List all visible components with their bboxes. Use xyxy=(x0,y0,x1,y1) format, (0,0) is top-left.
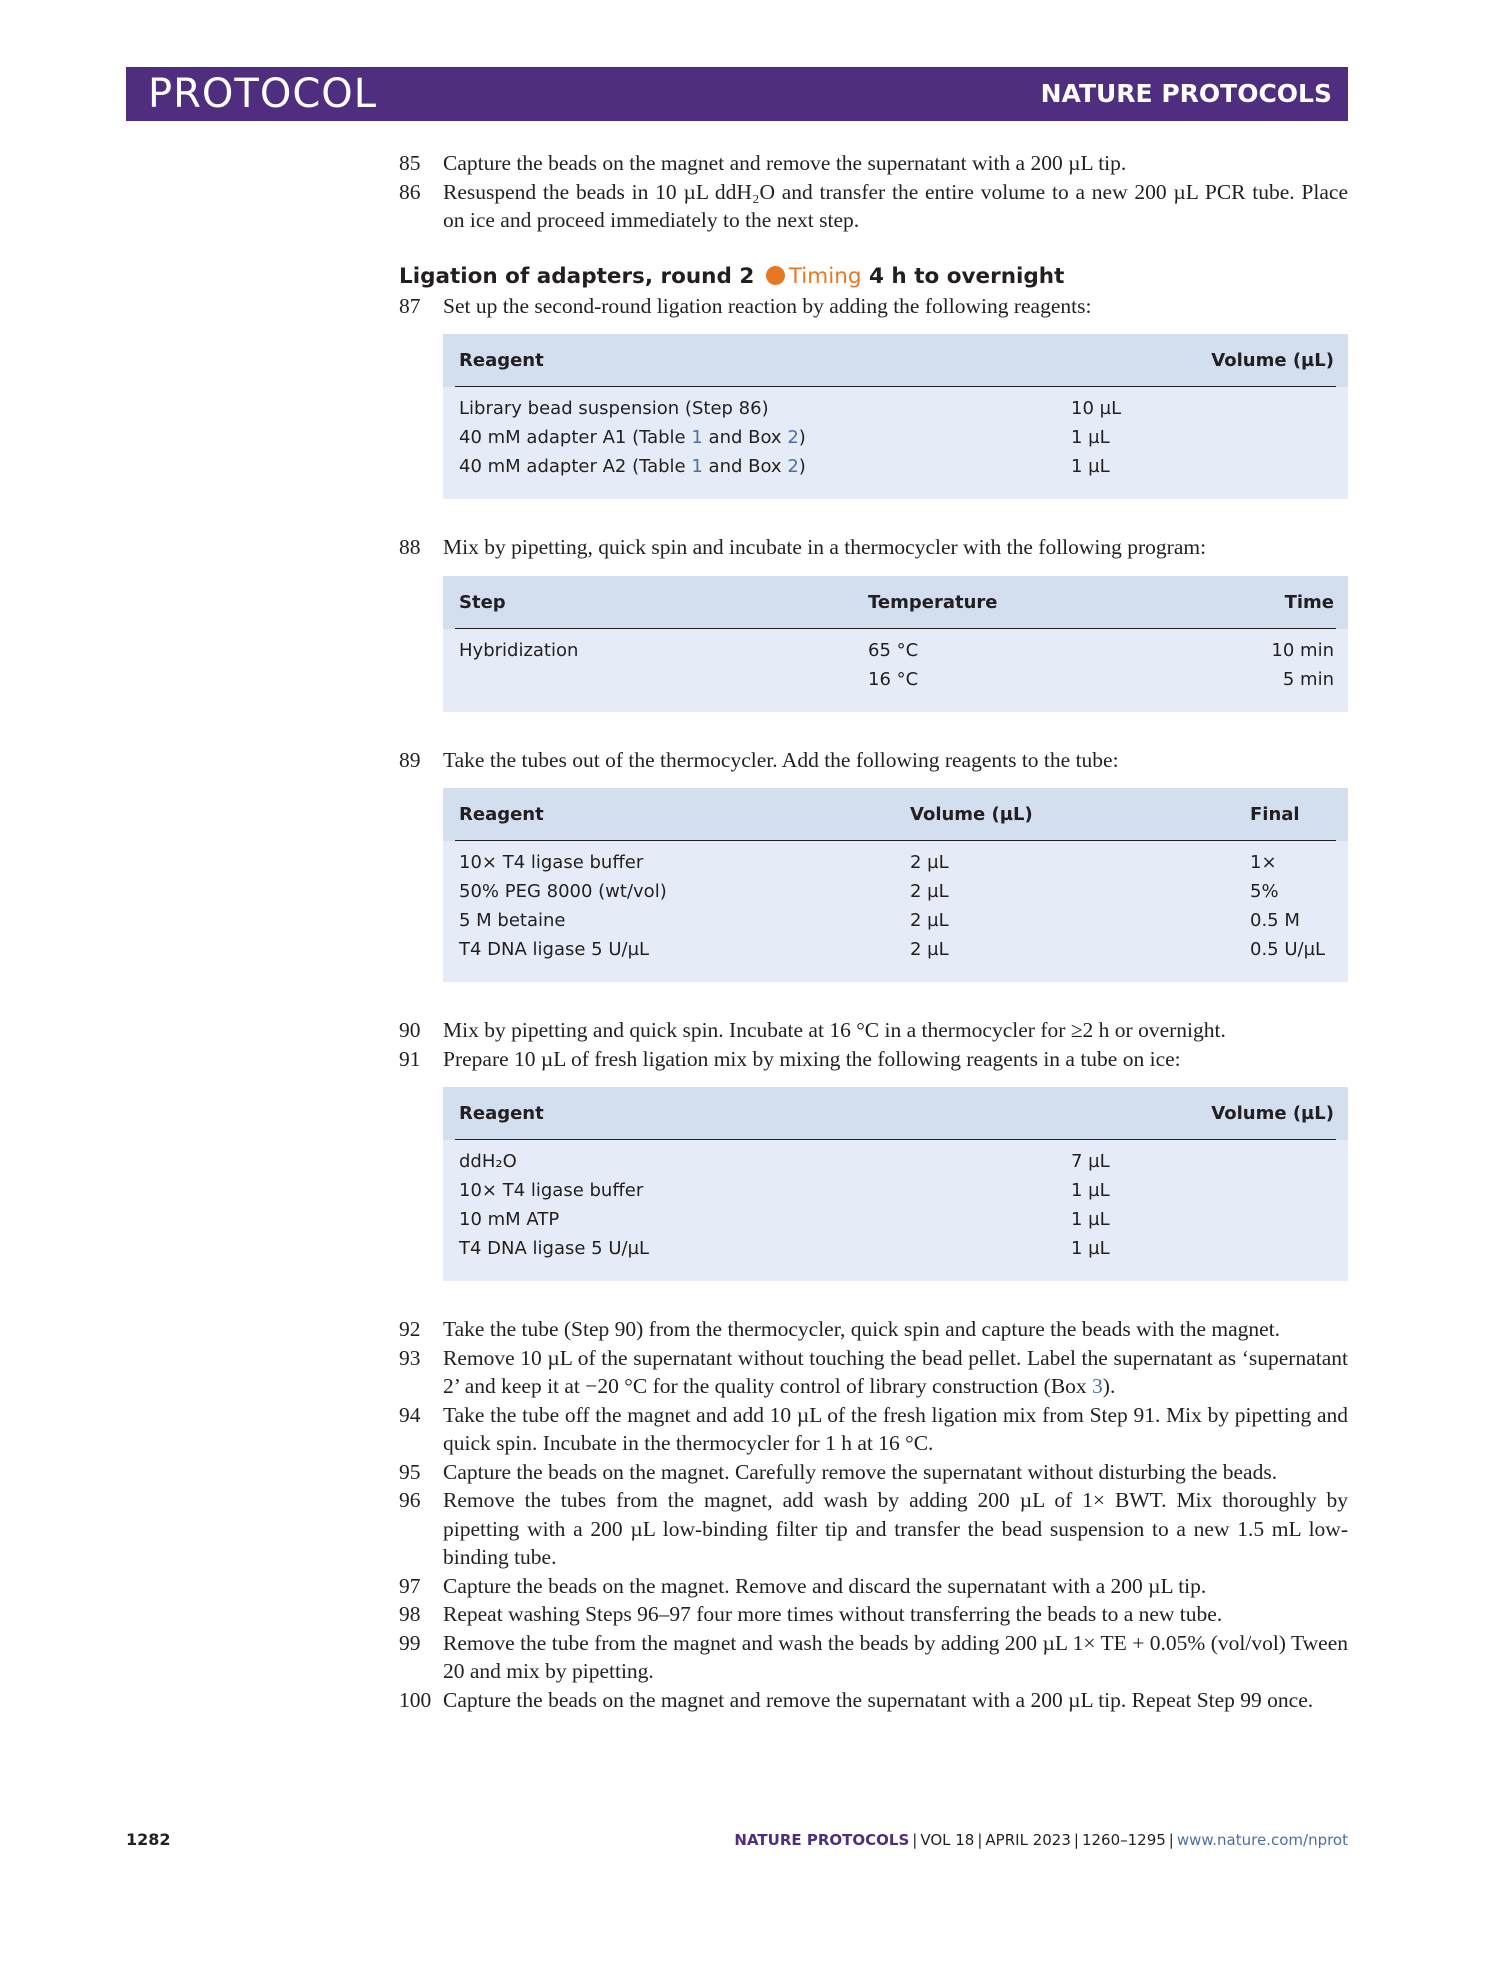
volume-cell: 1 µL xyxy=(1071,1209,1110,1230)
step-text: Resuspend the beads in 10 µL ddH₂O and transfer the entire volume to a new 200 µL PCR tube. Place on ice and proceed immediately to the next step. xyxy=(443,179,1348,232)
step-98 xyxy=(399,1600,1348,1629)
temperature-cell: 16 °C xyxy=(868,668,919,690)
volume-cell: 10 µL xyxy=(1071,398,1122,419)
step-text: Capture the beads on the magnet and remove the supernatant with a 200 µL tip. Repeat Step 99 once. xyxy=(443,1687,1314,1712)
step-number: 85 xyxy=(399,151,421,175)
volume-cell: 2 µL xyxy=(910,881,949,902)
reagent-cell: 40 mM adapter A2 (Table 1 and Box 2) xyxy=(459,456,806,477)
step-94 xyxy=(399,1401,1348,1458)
section-label: PROTOCOL xyxy=(148,71,378,117)
time-cell: 5 min xyxy=(1282,668,1334,690)
table-ref-link[interactable]: 1 xyxy=(691,427,703,448)
step-number: 90 xyxy=(399,1018,421,1042)
column-header: Step xyxy=(459,591,506,613)
step-number: 96 xyxy=(399,1488,421,1512)
volume-cell: 1 µL xyxy=(1071,456,1110,477)
box-ref-link[interactable]: 3 xyxy=(1092,1374,1103,1398)
column-header: Volume (µL) xyxy=(1211,350,1334,371)
step-90 xyxy=(399,1016,1348,1045)
reagent-cell: ddH₂O xyxy=(459,1151,517,1172)
step-text: Capture the beads on the magnet and remove the supernatant with a 200 µL tip. xyxy=(443,151,1127,175)
article-body xyxy=(399,149,1348,1714)
step-number: 86 xyxy=(399,179,421,204)
step-text: Take the tube off the magnet and add 10 µL of the fresh ligation mix from Step 91. Mix by pipetting and quick spin. Incubate in the thermocycler for 1 h at 16 °C. xyxy=(443,1402,1348,1455)
footer-date: APRIL 2023 xyxy=(985,1831,1071,1849)
step-89 xyxy=(399,746,1348,775)
step-number: 94 xyxy=(399,1402,421,1427)
final-cell: 0.5 U/µL xyxy=(1250,939,1326,960)
step-text: Mix by pipetting and quick spin. Incubate at 16 °C in a thermocycler for ≥2 h or overnight. xyxy=(443,1018,1226,1042)
final-cell: 0.5 M xyxy=(1250,910,1300,931)
column-header: Reagent xyxy=(459,350,544,371)
table-row xyxy=(455,1234,1336,1263)
step-85 xyxy=(399,149,1348,178)
table-header xyxy=(455,334,1336,387)
table-row xyxy=(455,394,1336,423)
timing-dot-icon xyxy=(766,266,785,285)
step-text: Prepare 10 µL of fresh ligation mix by mixing the following reagents in a tube on ice: xyxy=(443,1046,1181,1071)
step-86 xyxy=(399,178,1348,235)
step-100 xyxy=(399,1686,1348,1715)
box-ref-link[interactable]: 2 xyxy=(787,427,799,448)
timing-value: 4 h to overnight xyxy=(868,263,1065,289)
step-93 xyxy=(399,1344,1348,1401)
step-number: 97 xyxy=(399,1573,421,1598)
table-row xyxy=(455,452,1336,481)
step-number: 95 xyxy=(399,1459,421,1484)
column-header: Volume (µL) xyxy=(1211,1103,1334,1124)
table-header xyxy=(455,788,1336,841)
step-text: Capture the beads on the magnet. Carefully remove the supernatant without disturbing the beads. xyxy=(443,1459,1278,1484)
page-number: 1282 xyxy=(126,1830,171,1849)
table-row xyxy=(455,906,1336,935)
step-text: Take the tubes out of the thermocycler. Add the following reagents to the tube: xyxy=(443,747,1119,772)
ligation-mix-table xyxy=(443,1087,1348,1281)
table-ref-link[interactable]: 1 xyxy=(691,456,703,477)
step-number: 87 xyxy=(399,293,421,318)
step-cell: Hybridization xyxy=(459,639,579,661)
timing-label: Timing xyxy=(788,263,862,289)
section-heading xyxy=(399,262,1348,292)
table-row xyxy=(455,877,1336,906)
step-number: 98 xyxy=(399,1602,421,1626)
table-row xyxy=(455,935,1336,964)
step-87 xyxy=(399,292,1348,321)
reagent-table-2 xyxy=(443,788,1348,982)
reagent-cell: 10× T4 ligase buffer xyxy=(459,1180,644,1201)
column-header: Reagent xyxy=(459,1103,544,1124)
step-92 xyxy=(399,1315,1348,1344)
step-number: 89 xyxy=(399,747,421,772)
table-header xyxy=(455,1087,1336,1140)
step-text: Remove the tubes from the magnet, add wash by adding 200 µL of 1× BWT. Mix thoroughly by pipetting with a 200 µL low-binding filter tip and transfer the bead suspension to a new 1.5 mL low-binding tube. xyxy=(443,1488,1348,1569)
step-number: 91 xyxy=(399,1046,421,1071)
table-row xyxy=(455,423,1336,452)
column-header: Volume (µL) xyxy=(910,804,1033,825)
step-88 xyxy=(399,533,1348,562)
final-cell: 5% xyxy=(1250,881,1279,902)
step-text: Take the tube (Step 90) from the thermocycler, quick spin and capture the beads with the magnet. xyxy=(443,1317,1281,1341)
time-cell: 10 min xyxy=(1271,639,1334,661)
reagent-table-1 xyxy=(443,334,1348,499)
reagent-cell: 40 mM adapter A1 (Table 1 and Box 2) xyxy=(459,427,806,448)
volume-cell: 2 µL xyxy=(910,910,949,931)
thermocycler-program-table xyxy=(443,576,1348,712)
table-row xyxy=(455,1205,1336,1234)
table-header xyxy=(455,576,1336,629)
volume-cell: 1 µL xyxy=(1071,1180,1110,1201)
column-header: Temperature xyxy=(868,591,998,613)
reagent-cell: Library bead suspension (Step 86) xyxy=(459,398,769,419)
reagent-cell: T4 DNA ligase 5 U/µL xyxy=(459,1238,650,1259)
box-ref-link[interactable]: 2 xyxy=(787,456,799,477)
table-row xyxy=(455,665,1336,694)
table-row xyxy=(455,636,1336,665)
page-footer xyxy=(126,1830,1348,1854)
reagent-cell: 5 M betaine xyxy=(459,910,566,931)
reagent-cell: 50% PEG 8000 (wt/vol) xyxy=(459,881,667,902)
step-text: Capture the beads on the magnet. Remove and discard the supernatant with a 200 µL tip. xyxy=(443,1573,1207,1598)
reagent-cell: 10× T4 ligase buffer xyxy=(459,852,644,873)
temperature-cell: 65 °C xyxy=(868,639,919,661)
step-99 xyxy=(399,1629,1348,1686)
journal-url-link[interactable]: www.nature.com/nprot xyxy=(1176,1831,1348,1849)
step-text: Mix by pipetting, quick spin and incubate in a thermocycler with the following program: xyxy=(443,535,1207,559)
step-number: 92 xyxy=(399,1317,421,1341)
column-header: Time xyxy=(1284,591,1334,613)
page-header-banner xyxy=(126,67,1348,121)
volume-cell: 1 µL xyxy=(1071,427,1110,448)
table-row xyxy=(455,1176,1336,1205)
step-number: 99 xyxy=(399,1630,421,1655)
table-row xyxy=(455,1147,1336,1176)
step-text: Repeat washing Steps 96–97 four more times without transferring the beads to a new tube. xyxy=(443,1602,1223,1626)
footer-pages: 1260–1295 xyxy=(1081,1831,1166,1849)
volume-cell: 1 µL xyxy=(1071,1238,1110,1259)
step-number: 88 xyxy=(399,535,421,559)
step-number: 93 xyxy=(399,1345,421,1370)
step-number: 100 xyxy=(399,1687,432,1712)
reagent-cell: 10 mM ATP xyxy=(459,1209,560,1230)
reagent-cell: T4 DNA ligase 5 U/µL xyxy=(459,939,650,960)
journal-name: NATURE PROTOCOLS xyxy=(1040,79,1332,108)
citation-line: NATURE PROTOCOLS | VOL 18 | APRIL 2023 | 1260–1295 | www.nature.com/nprot xyxy=(734,1831,1348,1849)
table-row xyxy=(455,848,1336,877)
step-97 xyxy=(399,1572,1348,1601)
volume-cell: 2 µL xyxy=(910,939,949,960)
step-text: Remove 10 µL of the supernatant without touching the bead pellet. Label the supernatant as ‘supernatant 2’ and keep it at −20 °C for the quality control of library construction (Box 3). xyxy=(443,1345,1348,1398)
step-95 xyxy=(399,1458,1348,1487)
final-cell: 1× xyxy=(1250,852,1277,873)
volume-cell: 7 µL xyxy=(1071,1151,1110,1172)
footer-volume: VOL 18 xyxy=(920,1831,975,1849)
step-91 xyxy=(399,1045,1348,1074)
step-text: Remove the tube from the magnet and wash the beads by adding 200 µL 1× TE + 0.05% (vol/vol) Tween 20 and mix by pipetting. xyxy=(443,1630,1348,1683)
step-96 xyxy=(399,1486,1348,1572)
column-header: Final xyxy=(1250,804,1300,825)
step-text: Set up the second-round ligation reaction by adding the following reagents: xyxy=(443,293,1092,318)
section-title: Ligation of adapters, round 2 xyxy=(399,263,755,289)
column-header: Reagent xyxy=(459,804,544,825)
footer-journal: NATURE PROTOCOLS xyxy=(734,1831,910,1849)
volume-cell: 2 µL xyxy=(910,852,949,873)
